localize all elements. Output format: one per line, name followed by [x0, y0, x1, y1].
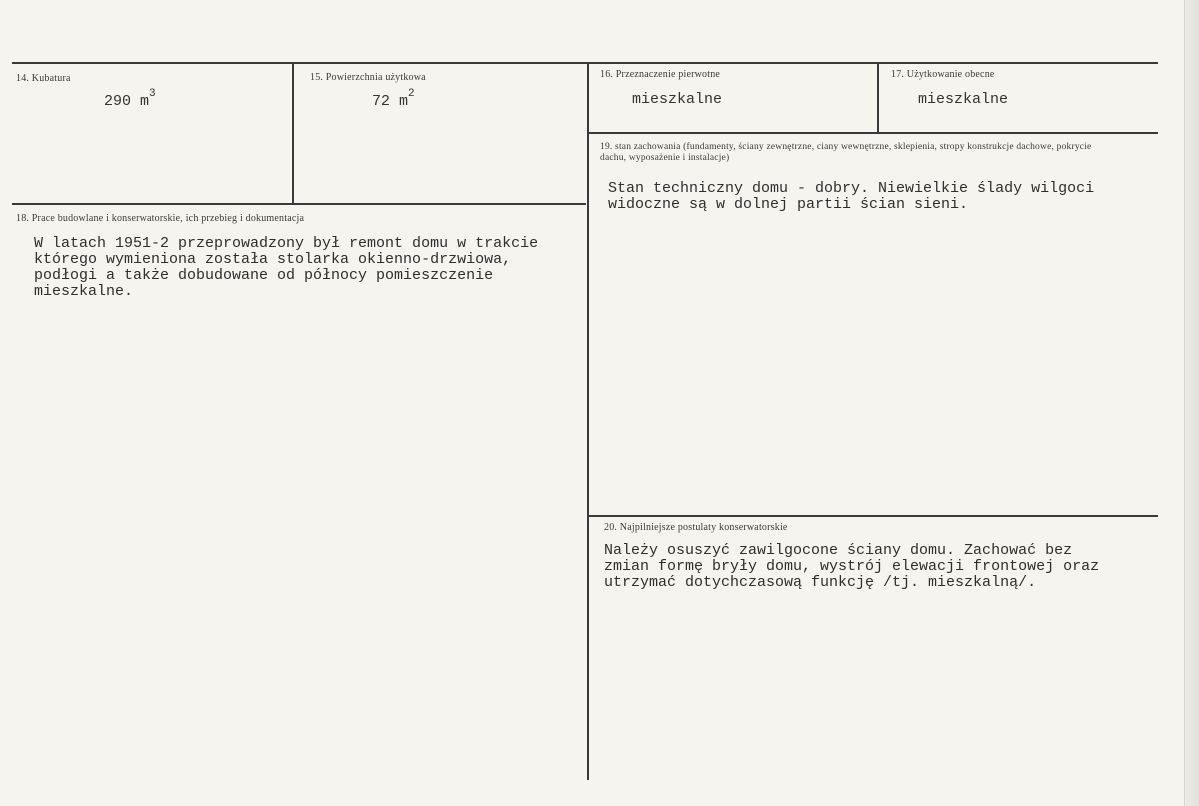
field-16-value: mieszkalne [632, 91, 723, 108]
field-15-unit-exponent: 2 [408, 88, 415, 100]
field-14-unit-exponent: 3 [149, 88, 156, 100]
field-19-label: 19. stan zachowania (fundamenty, ściany zewnętrzne, ciany wewnętrzne, sklepienia, stropy konstrukcje dachowe, pokrycie dachu, wyposażenie i instalacje) [600, 142, 1092, 163]
rule-under-16-17 [589, 132, 1158, 134]
field-17-label: 17. Użytkowanie obecne [891, 69, 995, 80]
field-15-value-text: 72 m [372, 93, 409, 110]
field-17-value: mieszkalne [918, 91, 1009, 108]
field-16-label: 16. Przeznaczenie pierwotne [600, 69, 721, 80]
field-18-label: 18. Prace budowlane i konserwatorskie, ich przebieg i dokumentacja [16, 213, 305, 224]
field-15-value [372, 88, 415, 110]
field-15-label: 15. Powierzchnia użytkowa [310, 72, 426, 83]
field-14-value-text: 290 m [104, 93, 150, 110]
divider-14-15 [292, 64, 294, 204]
field-20-text: Należy osuszyć zawilgocone ściany domu. Zachować bez zmian formę bryły domu, wystrój elewacji frontowej oraz utrzymać dotychczasową funkcję /tj. mieszkalną/. [604, 542, 1100, 591]
rule-above-20 [589, 515, 1158, 517]
field-14-label: 14. Kubatura [16, 73, 71, 84]
center-divider [587, 64, 589, 780]
rule-above-18 [12, 203, 586, 205]
card-edge [1184, 0, 1199, 806]
divider-16-17 [877, 64, 879, 132]
field-20-label: 20. Najpilniejsze postulaty konserwatorskie [604, 522, 788, 533]
top-rule [12, 62, 1158, 64]
field-18-text: W latach 1951-2 przeprowadzony był remont domu w trakcie którego wymieniona została stolarka okienno-drzwiowa, podłogi a także dobudowane od północy pomieszczenie mieszkalne. [34, 235, 539, 300]
field-19-text: Stan techniczny domu - dobry. Niewielkie ślady wilgoci widoczne są w dolnej partii ścian sieni. [608, 180, 1095, 213]
field-14-value [104, 88, 156, 110]
